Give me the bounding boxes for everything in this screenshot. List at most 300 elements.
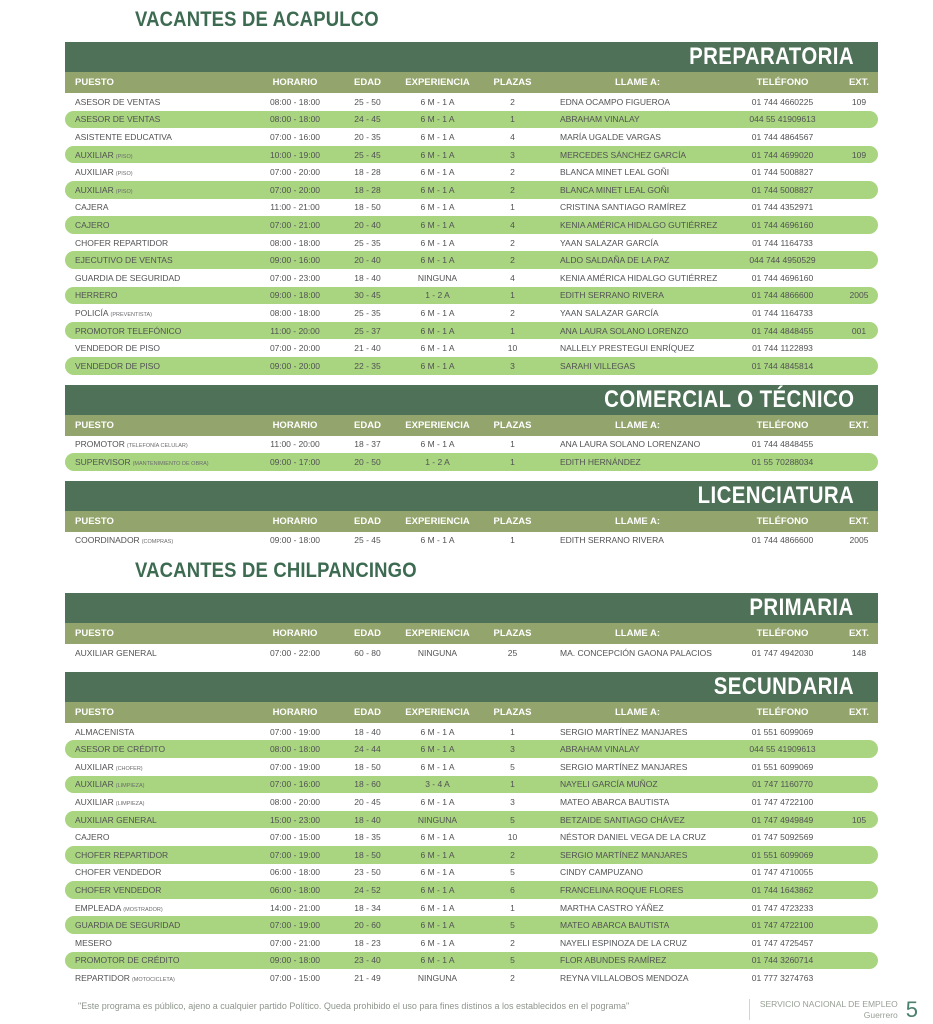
- cell-edad: 18 - 37: [354, 439, 381, 450]
- vacancy-row: [65, 287, 878, 305]
- cell-horario: 09:00 - 18:00: [269, 955, 321, 966]
- cell-telefono: 01 747 4722100: [751, 797, 814, 808]
- vacancy-row: [65, 644, 878, 662]
- cell-plazas: 1: [510, 114, 515, 125]
- column-header-llame-a: LLAME A:: [614, 419, 661, 431]
- table-rows: [65, 644, 878, 662]
- cell-experiencia: 6 M - 1 A: [420, 131, 455, 142]
- cell-edad: 25 - 45: [354, 535, 381, 546]
- cell-plazas: 5: [510, 955, 515, 966]
- column-header-ext: EXT.: [848, 419, 870, 431]
- cell-edad: 20 - 35: [354, 131, 381, 142]
- cell-plazas: 1: [510, 290, 515, 301]
- cell-experiencia: NINGUNA: [417, 648, 458, 659]
- puesto-label: CHOFER VENDEDOR: [75, 867, 162, 878]
- cell-telefono: 01 747 4949849: [751, 814, 814, 825]
- cell-plazas: 6: [510, 885, 515, 896]
- column-header-horario: HORARIO: [272, 515, 318, 527]
- puesto-label: ASESOR DE VENTAS: [75, 96, 161, 107]
- vacancy-row: [65, 846, 878, 864]
- cell-telefono: 044 55 41909613: [749, 114, 816, 125]
- column-header-ext: EXT.: [848, 706, 870, 718]
- column-header-llame-a: LLAME A:: [614, 706, 661, 718]
- vacancy-row: [65, 881, 878, 899]
- cell-edad: 18 - 35: [354, 832, 381, 843]
- column-header-ext: EXT.: [848, 628, 870, 640]
- vacancy-row: [65, 828, 878, 846]
- cell-ext: 148: [851, 648, 867, 659]
- cell-experiencia: 6 M - 1 A: [420, 797, 455, 808]
- puesto-label: AUXILIAR: [75, 167, 114, 178]
- cell-plazas: 2: [510, 96, 515, 107]
- puesto-note: (PISO): [115, 171, 133, 178]
- cell-telefono: 01 744 4696160: [751, 219, 814, 230]
- column-header-experiencia: EXPERIENCIA: [405, 706, 470, 718]
- puesto-note: (MOTOCICLETA): [131, 976, 175, 983]
- cell-plazas: 2: [510, 972, 515, 983]
- cell-puesto: [65, 744, 255, 754]
- cell-edad: 60 - 80: [354, 648, 381, 659]
- cell-horario: 07:00 - 16:00: [269, 131, 321, 142]
- cell-telefono: 01 744 4660225: [751, 96, 814, 107]
- cell-llame-a: ANA LAURA SOLANO LORENZANO: [560, 439, 701, 450]
- group-title: VACANTES DE ACAPULCO: [135, 8, 379, 31]
- cell-plazas: 25: [507, 648, 518, 659]
- cell-telefono: 01 744 1643862: [751, 885, 814, 896]
- cell-experiencia: 6 M - 1 A: [420, 343, 455, 354]
- vacancy-section: [65, 42, 878, 375]
- cell-puesto: [65, 202, 255, 212]
- cell-plazas: 3: [510, 149, 515, 160]
- cell-llame-a: FLOR ABUNDES RAMÍREZ: [560, 955, 667, 966]
- vacancy-row: [65, 269, 878, 287]
- puesto-label: GUARDIA DE SEGURIDAD: [75, 920, 181, 931]
- column-header-edad: EDAD: [354, 706, 381, 718]
- cell-experiencia: 6 M - 1 A: [420, 439, 455, 450]
- cell-horario: 09:00 - 16:00: [269, 255, 321, 266]
- footer-org-state: Guerrero: [863, 1009, 898, 1020]
- cell-horario: 15:00 - 23:00: [269, 814, 321, 825]
- cell-telefono: 01 551 6099069: [751, 761, 814, 772]
- cell-horario: 07:00 - 23:00: [269, 272, 321, 283]
- cell-puesto: [65, 832, 255, 842]
- puesto-label: ASESOR DE VENTAS: [75, 114, 161, 125]
- cell-plazas: 3: [510, 360, 515, 371]
- column-header-edad: EDAD: [354, 628, 381, 640]
- vacancy-row: [65, 304, 878, 322]
- vacancy-row: [65, 934, 878, 952]
- vacancy-row: [65, 163, 878, 181]
- cell-edad: 18 - 34: [354, 902, 381, 913]
- cell-plazas: 5: [510, 814, 515, 825]
- puesto-label: ASESOR DE CRÉDITO: [75, 744, 166, 755]
- cell-puesto: [65, 290, 255, 300]
- cell-horario: 07:00 - 19:00: [269, 920, 321, 931]
- cell-horario: 07:00 - 19:00: [269, 726, 321, 737]
- column-header-experiencia: EXPERIENCIA: [405, 628, 470, 640]
- cell-llame-a: CINDY CAMPUZANO: [560, 867, 643, 878]
- cell-experiencia: 6 M - 1 A: [420, 237, 455, 248]
- cell-edad: 24 - 52: [354, 885, 381, 896]
- cell-edad: 18 - 28: [354, 167, 381, 178]
- cell-llame-a: MATEO ABARCA BAUTISTA: [560, 920, 670, 931]
- cell-plazas: 4: [510, 219, 515, 230]
- cell-llame-a: MARÍA UGALDE VARGAS: [560, 131, 661, 142]
- puesto-note: (CHOFER): [115, 765, 143, 772]
- cell-puesto: [65, 273, 255, 283]
- section-title: LICENCIATURA: [697, 481, 854, 509]
- cell-experiencia: 6 M - 1 A: [420, 149, 455, 160]
- cell-experiencia: 6 M - 1 A: [420, 255, 455, 266]
- cell-horario: 09:00 - 18:00: [269, 535, 321, 546]
- cell-plazas: 1: [510, 202, 515, 213]
- footer-disclaimer: "Este programa es público, ajeno a cualquier partido Político. Queda prohibido el uso para fines distinos a los establecidos en el pograma": [78, 1000, 630, 1011]
- cell-edad: 21 - 49: [354, 972, 381, 983]
- cell-telefono: 01 744 4848455: [751, 439, 814, 450]
- cell-telefono: 01 744 1164733: [752, 237, 813, 248]
- cell-horario: 09:00 - 17:00: [269, 456, 321, 467]
- section-header-band: [65, 385, 878, 415]
- cell-telefono: 01 744 4866600: [751, 535, 814, 546]
- cell-puesto: [65, 114, 255, 124]
- cell-horario: 07:00 - 21:00: [269, 219, 321, 230]
- cell-plazas: 1: [510, 439, 515, 450]
- cell-telefono: 01 747 1160770: [752, 779, 813, 790]
- puesto-label: AUXILIAR: [75, 184, 114, 195]
- cell-horario: 11:00 - 21:00: [270, 202, 320, 213]
- cell-experiencia: NINGUNA: [417, 972, 458, 983]
- cell-telefono: 01 744 5008827: [751, 184, 814, 195]
- table-rows: [65, 532, 878, 550]
- cell-edad: 20 - 40: [354, 255, 381, 266]
- puesto-note: (LIMPIEZA): [115, 801, 145, 808]
- cell-puesto: [65, 815, 255, 825]
- cell-plazas: 3: [510, 797, 515, 808]
- column-header-horario: HORARIO: [272, 706, 318, 718]
- cell-llame-a: BETZAIDE SANTIAGO CHÁVEZ: [560, 814, 685, 825]
- cell-plazas: 1: [510, 456, 515, 467]
- cell-plazas: 1: [510, 325, 515, 336]
- cell-plazas: 1: [510, 779, 515, 790]
- cell-horario: 07:00 - 21:00: [269, 937, 321, 948]
- cell-edad: 18 - 40: [354, 272, 381, 283]
- cell-experiencia: 6 M - 1 A: [420, 726, 455, 737]
- cell-telefono: 01 744 3260714: [751, 955, 814, 966]
- puesto-label: PROMOTOR: [75, 439, 125, 450]
- cell-puesto: [65, 762, 255, 772]
- vacancy-row: [65, 740, 878, 758]
- page-number: 5: [905, 996, 918, 1022]
- cell-plazas: 5: [510, 867, 515, 878]
- cell-experiencia: NINGUNA: [417, 272, 458, 283]
- cell-llame-a: NAYELI ESPINOZA DE LA CRUZ: [560, 937, 687, 948]
- cell-llame-a: YAAN SALAZAR GARCÍA: [560, 237, 659, 248]
- cell-experiencia: 6 M - 1 A: [420, 885, 455, 896]
- cell-horario: 07:00 - 19:00: [269, 761, 321, 772]
- column-header-telefono: TELÉFONO: [756, 77, 809, 88]
- cell-horario: 14:00 - 21:00: [269, 902, 321, 913]
- column-header-edad: EDAD: [354, 419, 381, 431]
- puesto-label: CAJERO: [75, 832, 110, 843]
- cell-edad: 30 - 45: [354, 290, 381, 301]
- puesto-label: GUARDIA DE SEGURIDAD: [75, 272, 181, 283]
- vacancy-row: [65, 864, 878, 882]
- column-header-telefono: TELÉFONO: [756, 706, 809, 718]
- cell-experiencia: 6 M - 1 A: [420, 325, 455, 336]
- cell-plazas: 10: [507, 343, 518, 354]
- cell-puesto: [65, 850, 255, 860]
- cell-plazas: 5: [510, 920, 515, 931]
- cell-experiencia: 3 - 4 A: [425, 779, 450, 790]
- cell-puesto: [65, 439, 255, 449]
- column-header-telefono: TELÉFONO: [756, 515, 809, 527]
- vacancy-row: [65, 436, 878, 454]
- cell-puesto: [65, 535, 255, 545]
- cell-llame-a: REYNA VILLALOBOS MENDOZA: [560, 972, 689, 983]
- cell-edad: 18 - 40: [354, 726, 381, 737]
- section-header-band: [65, 672, 878, 702]
- footer-org-name: SERVICIO NACIONAL DE EMPLEO: [759, 999, 898, 1010]
- cell-horario: 07:00 - 16:00: [269, 779, 321, 790]
- puesto-label: CHOFER REPARTIDOR: [75, 237, 169, 248]
- puesto-label: EMPLEADA: [75, 902, 122, 913]
- puesto-label: ALMACENISTA: [75, 726, 135, 737]
- cell-telefono: 01 747 4942030: [751, 648, 814, 659]
- vacancy-section: [65, 481, 878, 550]
- cell-puesto: [65, 185, 255, 195]
- cell-llame-a: EDITH SERRANO RIVERA: [560, 290, 664, 301]
- cell-edad: 20 - 45: [354, 797, 381, 808]
- cell-puesto: [65, 973, 255, 983]
- cell-ext: 109: [851, 96, 867, 107]
- cell-horario: 08:00 - 18:00: [269, 307, 321, 318]
- cell-experiencia: 6 M - 1 A: [420, 761, 455, 772]
- cell-experiencia: 6 M - 1 A: [420, 167, 455, 178]
- cell-experiencia: 6 M - 1 A: [420, 360, 455, 371]
- cell-telefono: 01 551 6099069: [751, 726, 814, 737]
- column-header-ext: EXT.: [848, 77, 870, 88]
- cell-horario: 07:00 - 22:00: [269, 648, 321, 659]
- cell-llame-a: MATEO ABARCA BAUTISTA: [560, 797, 670, 808]
- cell-plazas: 10: [507, 832, 518, 843]
- group-title: VACANTES DE CHILPANCINGO: [135, 559, 417, 583]
- cell-telefono: 01 744 1164733: [752, 307, 813, 318]
- cell-horario: 07:00 - 19:00: [269, 849, 321, 860]
- cell-telefono: 01 747 4723233: [751, 902, 814, 913]
- cell-plazas: 1: [510, 535, 515, 546]
- vacancy-row: [65, 969, 878, 987]
- cell-horario: 08:00 - 18:00: [269, 96, 321, 107]
- cell-edad: 18 - 50: [354, 761, 381, 772]
- cell-llame-a: SERGIO MARTÍNEZ MANJARES: [560, 849, 688, 860]
- cell-edad: 23 - 40: [354, 955, 381, 966]
- cell-plazas: 2: [510, 849, 515, 860]
- vacancy-row: [65, 146, 878, 164]
- cell-experiencia: 1 - 2 A: [425, 456, 450, 467]
- column-header-telefono: TELÉFONO: [756, 628, 809, 640]
- cell-puesto: [65, 220, 255, 230]
- vacancy-row: [65, 181, 878, 199]
- cell-horario: 07:00 - 15:00: [269, 832, 321, 843]
- cell-plazas: 2: [510, 167, 515, 178]
- vacancy-row: [65, 758, 878, 776]
- cell-llame-a: YAAN SALAZAR GARCÍA: [560, 307, 659, 318]
- cell-puesto: [65, 167, 255, 177]
- footer-organization: [749, 999, 898, 1020]
- cell-puesto: [65, 97, 255, 107]
- cell-plazas: 2: [510, 307, 515, 318]
- cell-edad: 25 - 45: [354, 149, 381, 160]
- cell-telefono: 01 744 4352971: [751, 202, 814, 213]
- cell-llame-a: NALLELY PRESTEGUI ENRÍQUEZ: [560, 343, 695, 354]
- section-title: COMERCIAL O TÉCNICO: [603, 385, 854, 413]
- column-header-ext: EXT.: [848, 515, 870, 527]
- cell-edad: 25 - 35: [354, 237, 381, 248]
- vacancy-row: [65, 93, 878, 111]
- cell-telefono: 01 744 5008827: [751, 167, 814, 178]
- section-title: SECUNDARIA: [713, 672, 854, 700]
- puesto-label: REPARTIDOR: [75, 972, 130, 983]
- cell-plazas: 5: [510, 761, 515, 772]
- column-header-plazas: PLAZAS: [493, 628, 532, 640]
- column-header-horario: HORARIO: [272, 77, 318, 88]
- cell-puesto: [65, 648, 255, 658]
- table-column-headers: [65, 415, 878, 436]
- puesto-label: HERRERO: [75, 290, 118, 301]
- puesto-label: EJECUTIVO DE VENTAS: [75, 255, 173, 266]
- cell-edad: 25 - 35: [354, 307, 381, 318]
- cell-puesto: [65, 885, 255, 895]
- puesto-label: PROMOTOR TELEFÓNICO: [75, 325, 182, 336]
- vacancy-row: [65, 357, 878, 375]
- cell-telefono: 01 551 6099069: [751, 849, 814, 860]
- cell-telefono: 01 744 4699020: [751, 149, 814, 160]
- cell-experiencia: 6 M - 1 A: [420, 184, 455, 195]
- cell-ext: 2005: [849, 535, 869, 546]
- puesto-note: (PISO): [115, 153, 133, 160]
- cell-puesto: [65, 150, 255, 160]
- document-page: [0, 8, 933, 987]
- page-footer: [78, 997, 918, 1023]
- vacancy-section: [65, 593, 878, 662]
- puesto-label: CAJERO: [75, 219, 110, 230]
- cell-horario: 06:00 - 18:00: [269, 885, 321, 896]
- cell-ext: 001: [851, 325, 867, 336]
- footer-right-block: [749, 997, 918, 1023]
- cell-plazas: 2: [510, 255, 515, 266]
- cell-llame-a: SERGIO MARTÍNEZ MANJARES: [560, 726, 688, 737]
- table-column-headers: [65, 511, 878, 532]
- puesto-label: CAJERA: [75, 202, 109, 213]
- vacancy-row: [65, 532, 878, 550]
- puesto-label: VENDEDOR DE PISO: [75, 360, 161, 371]
- cell-edad: 23 - 50: [354, 867, 381, 878]
- cell-plazas: 2: [510, 184, 515, 195]
- vacancy-row: [65, 776, 878, 794]
- puesto-label: ASISTENTE EDUCATIVA: [75, 131, 172, 142]
- puesto-note: (COMPRAS): [141, 539, 174, 546]
- column-header-puesto: PUESTO: [75, 628, 114, 640]
- cell-telefono: 01 55 70288034: [751, 456, 814, 467]
- puesto-label: AUXILIAR GENERAL: [75, 814, 157, 825]
- cell-telefono: 01 744 4845814: [751, 360, 814, 371]
- cell-horario: 08:00 - 20:00: [269, 797, 321, 808]
- cell-llame-a: FRANCELINA ROQUE FLORES: [560, 885, 684, 896]
- column-header-edad: EDAD: [354, 77, 381, 88]
- cell-horario: 08:00 - 18:00: [269, 744, 321, 755]
- cell-puesto: [65, 343, 255, 353]
- cell-edad: 21 - 40: [354, 343, 381, 354]
- cell-llame-a: EDITH HERNÁNDEZ: [560, 456, 641, 467]
- column-header-experiencia: EXPERIENCIA: [405, 515, 470, 527]
- puesto-label: AUXILIAR: [75, 797, 114, 808]
- cell-llame-a: NAYELI GARCÍA MUÑOZ: [560, 779, 658, 790]
- vacancy-row: [65, 723, 878, 741]
- column-header-llame-a: LLAME A:: [614, 628, 661, 640]
- column-header-telefono: TELÉFONO: [756, 419, 809, 431]
- puesto-label: CHOFER VENDEDOR: [75, 885, 162, 896]
- column-header-llame-a: LLAME A:: [614, 77, 661, 88]
- column-header-experiencia: EXPERIENCIA: [405, 77, 470, 88]
- section-header-band: [65, 481, 878, 511]
- column-header-experiencia: EXPERIENCIA: [405, 419, 470, 431]
- section-header-band: [65, 42, 878, 72]
- cell-puesto: [65, 361, 255, 371]
- puesto-label: AUXILIAR GENERAL: [75, 648, 157, 659]
- table-column-headers: [65, 702, 878, 723]
- cell-llame-a: CRISTINA SANTIAGO RAMÍREZ: [560, 202, 687, 213]
- cell-edad: 24 - 44: [354, 744, 381, 755]
- vacancy-row: [65, 916, 878, 934]
- cell-experiencia: 6 M - 1 A: [420, 219, 455, 230]
- cell-puesto: [65, 727, 255, 737]
- column-header-plazas: PLAZAS: [493, 706, 532, 718]
- vacancy-row: [65, 339, 878, 357]
- cell-horario: 11:00 - 20:00: [270, 439, 320, 450]
- table-rows: [65, 93, 878, 375]
- column-header-horario: HORARIO: [272, 419, 318, 431]
- cell-horario: 08:00 - 18:00: [269, 237, 321, 248]
- cell-edad: 22 - 35: [354, 360, 381, 371]
- cell-horario: 08:00 - 18:00: [269, 114, 321, 125]
- cell-llame-a: BLANCA MINET LEAL GOÑI: [560, 167, 670, 178]
- cell-edad: 18 - 60: [354, 779, 381, 790]
- vacancy-row: [65, 322, 878, 340]
- cell-puesto: [65, 867, 255, 877]
- column-header-puesto: PUESTO: [75, 706, 114, 718]
- cell-experiencia: 6 M - 1 A: [420, 114, 455, 125]
- cell-puesto: [65, 308, 255, 318]
- vacancy-section: [65, 385, 878, 471]
- cell-puesto: [65, 132, 255, 142]
- cell-edad: 25 - 50: [354, 96, 381, 107]
- cell-experiencia: 6 M - 1 A: [420, 535, 455, 546]
- cell-llame-a: ABRAHAM VINALAY: [560, 114, 640, 125]
- puesto-note: (MOSTRADOR): [123, 906, 163, 913]
- cell-puesto: [65, 797, 255, 807]
- cell-plazas: 2: [510, 237, 515, 248]
- cell-edad: 20 - 40: [354, 219, 381, 230]
- cell-puesto: [65, 238, 255, 248]
- vacancy-row: [65, 952, 878, 970]
- cell-llame-a: SARAHI VILLEGAS: [560, 360, 636, 371]
- cell-plazas: 4: [510, 131, 515, 142]
- cell-puesto: [65, 920, 255, 930]
- vacancy-row: [65, 899, 878, 917]
- cell-experiencia: 6 M - 1 A: [420, 832, 455, 843]
- puesto-label: POLICÍA: [75, 307, 109, 318]
- table-rows: [65, 436, 878, 471]
